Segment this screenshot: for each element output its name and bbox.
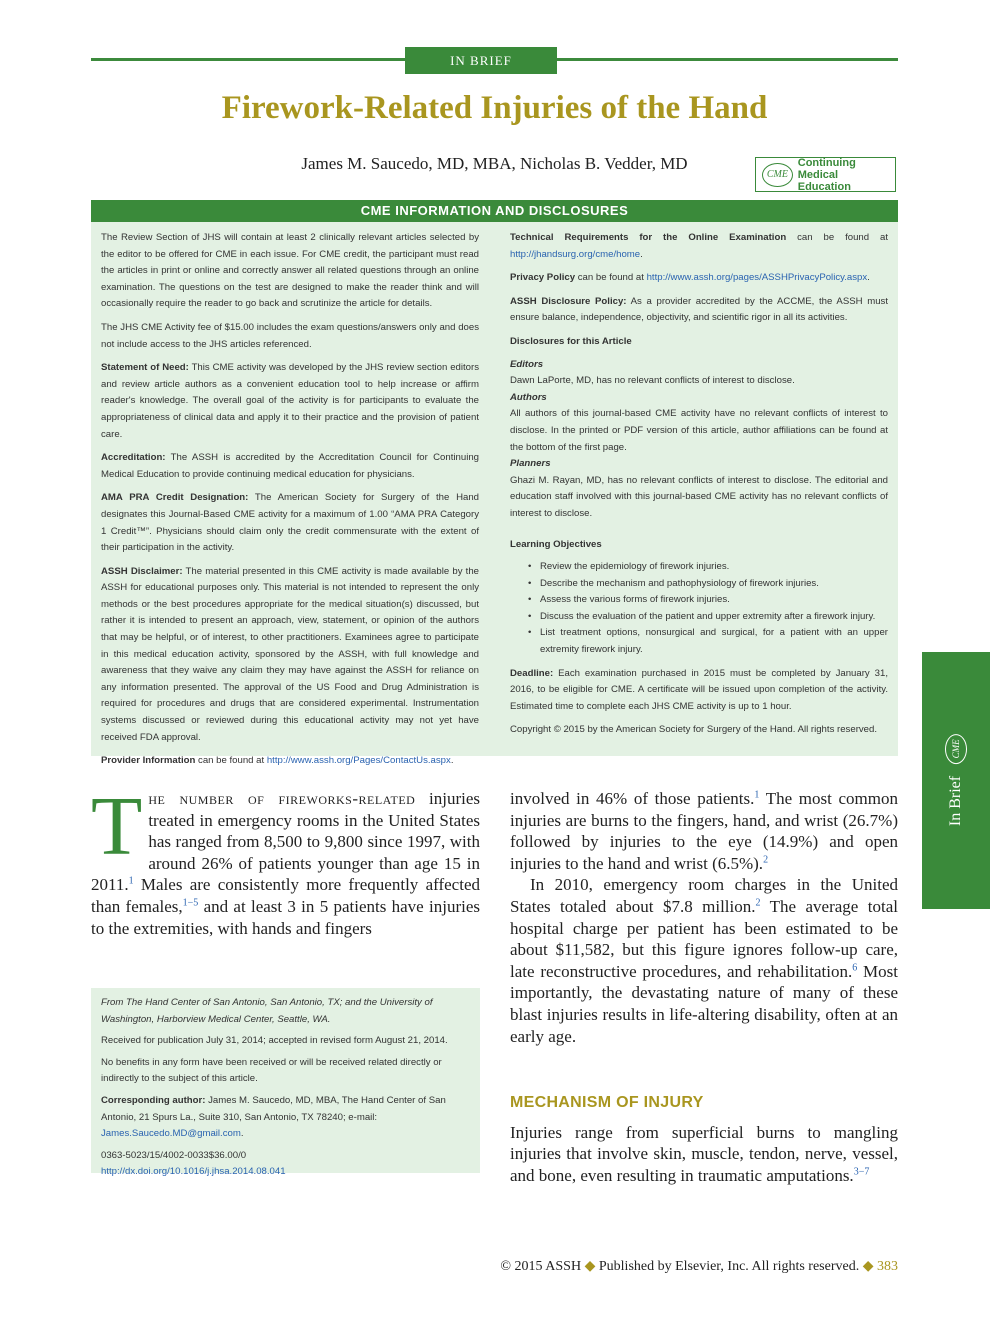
list-item: • Describe the mechanism and pathophysiology of firework injuries. — [540, 576, 888, 593]
cme-badge[interactable] — [755, 157, 896, 192]
authors-text: All authors of this journal-based CME activity have no relevant conflicts of interest to disclose. In the printed or PDF version of this article, author affiliations can be found at the bottom of the first page. — [510, 408, 888, 453]
editors-text: Dawn LaPorte, MD, has no relevant conflicts of interest to disclose. — [510, 375, 795, 387]
cme-badge-text — [798, 157, 895, 193]
doi-link[interactable]: http://dx.doi.org/10.1016/j.jhsa.2014.08.041 — [101, 1166, 286, 1178]
corresponding-author — [101, 1093, 470, 1143]
disclaimer-label: ASSH Disclaimer: — [101, 565, 183, 577]
list-item: • Discuss the evaluation of the patient and upper extremity after a firework injury. — [540, 609, 888, 626]
planners-text: Ghazi M. Rayan, MD, has no relevant conflicts of interest to disclose. The editorial and education staff involved with this journal-based CME activity has no relevant conflicts of interest to disclose. — [510, 474, 888, 519]
assh-disclosure-policy — [510, 294, 888, 327]
statement-of-need — [101, 360, 479, 443]
body-left-column — [91, 780, 480, 939]
deadline-text: Each examination purchased in 2015 must be completed by January 31, 2016, to be eligible for CME. A certificate will be issued upon completion of the activity. Estimated time to complete each JHS CME activity is up to 1 hour. — [510, 667, 888, 712]
corr-end: . — [240, 1128, 244, 1140]
affiliation-from: From The Hand Center of San Antonio, San Antonio, TX; and the University of Washington, Harborview Medical Center, Seattle, WA. — [101, 997, 433, 1025]
body-text: Most importantly, the devastating nature of many of these blast injuries results in life-altering disability, often at an early age. — [510, 961, 898, 1046]
objectives-list — [510, 559, 888, 659]
article-authors: James M. Saucedo, MD, MBA, Nicholas B. Vedder, MD — [301, 154, 688, 173]
doi-line — [101, 1164, 470, 1181]
body-para-3 — [510, 1122, 898, 1187]
cme-box-heading: CME INFORMATION AND DISCLOSURES — [91, 200, 898, 222]
disclosures-heading: Disclosures for this Article — [510, 335, 632, 347]
section-tab: IN BRIEF — [405, 47, 557, 74]
corr-label: Corresponding author: — [101, 1094, 206, 1106]
section-heading-mechanism: MECHANISM OF INJURY — [510, 1094, 704, 1112]
cme-left-column — [101, 230, 479, 777]
benefits-statement: No benefits in any form have been received or will be received related directly or indirectly to the subject of this article. — [101, 1056, 442, 1085]
citation-ref[interactable]: 2 — [763, 854, 769, 866]
body-text: involved in 46% of those patients. — [510, 789, 755, 808]
cme-right-column — [510, 230, 888, 746]
tech-requirements — [510, 230, 888, 263]
cme-para-1: The Review Section of JHS will contain at least 2 clinically relevant articles selected by the editor to be offered for CME in each issue. For CME credit, the participant must read the articles in print or online and correctly answer all related questions through an online examination. The questions on the test are designed to make the reader think and will occasionally require the reader to go back and scrutinize the article for details. — [101, 232, 479, 310]
need-text: This CME activity was developed by the JHS review section editors and review article authors as a convenient education tool to help increase or affirm reader's knowledge. The overall goal of the activity is for participants to evaluate the appropriateness of clinical data and apply it to their practice and the provision of patient care. — [101, 362, 479, 440]
objectives-heading: Learning Objectives — [510, 538, 602, 550]
provider-link[interactable]: http://www.assh.org/Pages/ContactUs.aspx — [266, 755, 451, 767]
tech-link[interactable]: http://jhandsurg.org/cme/home — [510, 248, 641, 260]
citation-ref[interactable]: 2 — [755, 897, 761, 909]
tech-end: . — [640, 248, 643, 260]
body-para-2 — [510, 874, 898, 1047]
body-para-1-cont — [510, 788, 898, 874]
body-text: The average total hospital charge per patient has been estimated to be about $11,582, but this figure ignores follow-up care, late reconstructive procedures, and rehabilitation. — [510, 896, 898, 981]
assh-disc-text: As a provider accredited by the ACCME, the ASSH must ensure balance, independence, objectivity, and scientific rigor in all its activities. — [510, 295, 889, 324]
article-title: Firework-Related Injuries of the Hand — [221, 90, 768, 126]
provider-end: . — [450, 755, 454, 767]
footer-separator-icon: ◆ — [584, 1259, 596, 1274]
body-text: In 2010, emergency room charges in the United States totaled about $7.8 million. — [510, 875, 898, 916]
side-section-tab[interactable] — [922, 652, 990, 909]
drop-cap: T — [91, 780, 143, 873]
accred-label: Accreditation: — [101, 452, 166, 464]
list-item: • List treatment options, nonsurgical and surgical, for a patient with an upper extremity firework injury. — [540, 625, 888, 658]
body-text: injuries treated in emergency rooms in the United States has ranged from 8,500 to 9,800 since 1997, with around 26% of patients younger than age 15 in 2011. — [91, 789, 480, 895]
assh-disclaimer — [101, 564, 479, 747]
accred-text: The ASSH is accredited by the Accreditation Council for Continuing Medical Education to provide continuing medical education for physicians. — [101, 452, 479, 480]
list-item: • Assess the various forms of firework injuries. — [540, 592, 888, 609]
received-dates: Received for publication July 31, 2014; accepted in revised form August 21, 2014. — [101, 1035, 448, 1047]
cme-info-box — [91, 200, 898, 767]
citation-ref[interactable]: 6 — [852, 962, 858, 974]
privacy-label: Privacy Policy — [510, 272, 576, 284]
small-caps-lead: he number of fireworks-related — [148, 789, 416, 808]
privacy-end: . — [867, 272, 870, 284]
page-footer — [500, 1258, 898, 1275]
accreditation — [101, 450, 479, 483]
ama-credit — [101, 490, 479, 556]
cme-para-2: The JHS CME Activity fee of $15.00 includes the exam questions/answers only and does not include access to the JHS articles referenced. — [101, 321, 479, 350]
corr-text: James M. Saucedo, MD, MBA, The Hand Center of San Antonio, 21 Spurs La., Suite 310, San Antonio, TX 78240; e-mail: — [101, 1094, 446, 1123]
assh-disc-label: ASSH Disclosure Policy: — [510, 295, 627, 307]
ama-label: AMA PRA Credit Designation: — [101, 492, 249, 504]
planners-label: Planners — [510, 458, 551, 470]
page-number: 383 — [877, 1259, 898, 1274]
body-text: Injuries range from superficial burns to mangling injuries that involve skin, muscle, tendon, nerve, vessel, and bone, even resulting in traumatic amputations. — [510, 1122, 898, 1185]
body-para-1 — [91, 780, 480, 939]
need-label: Statement of Need: — [101, 362, 189, 374]
editors-label: Editors — [510, 358, 544, 370]
corr-email-link[interactable]: James.Saucedo.MD@gmail.com — [101, 1128, 241, 1140]
authors-label: Authors — [510, 391, 547, 403]
citation-ref[interactable]: 1−5 — [182, 897, 199, 909]
cme-logo-icon: CME — [945, 734, 967, 764]
citation-ref[interactable]: 1 — [754, 789, 760, 801]
side-tab-label: In Brief — [947, 775, 964, 827]
body-text: Males are consistently more frequently affected than females, — [91, 875, 480, 916]
body-text: The most common injuries are burns to the fingers, hand, and wrist (26.7%) followed by injuries to the eye (14.9%) and open injuries to the hand and wrist (6.5%). — [510, 789, 898, 873]
cme-copyright: Copyright © 2015 by the American Society for Surgery of the Hand. All rights reserved. — [510, 724, 878, 736]
body-right-column — [510, 788, 898, 1187]
cme-badge-line1: Continuing Medical — [797, 156, 856, 181]
ama-text: The American Society for Surgery of the Hand designates this Journal-Based CME activity for a maximum of 1.00 “AMA PRA Category 1 Credit™”. Physicians should claim only the credit commensurate with the extent of their participation in the activity. — [101, 492, 480, 554]
deadline — [510, 666, 888, 716]
provider-text: can be found at — [195, 755, 267, 767]
disclaimer-text: The material presented in this CME activity is made available by the ASSH for educational purposes only. This material is not intended to represent the only methods or the best procedures appropriate for the medical situation(s) discussed, but rather it is intended to present an approach, view, statement, or opinion of the authors that may be helpful, or of interest, to other practitioners. Examinees agree to participate in this medical education activity, sponsored by the ASSH, with full knowledge and awareness that they waive any claim they may have against the ASSH for reliance on any information presented. The approval of the US Food and Drug Administration is required for procedures and drugs that are considered experimental. Instrumentation systems discussed or reviewed during this educational activity may not yet have received FDA approval. — [101, 565, 479, 743]
body-text: and at least 3 in 5 patients have injuries to the extremities, with hands and fingers — [91, 896, 480, 938]
deadline-label: Deadline: — [510, 667, 554, 679]
tech-label: Technical Requirements for the Online Examination — [510, 232, 787, 243]
footer-publisher: Published by Elsevier, Inc. All rights reserved. — [598, 1259, 860, 1274]
issn: 0363-5023/15/4002-0033$36.00/0 — [101, 1149, 247, 1161]
cme-logo-icon: CME — [762, 163, 793, 187]
list-item: • Review the epidemiology of firework injuries. — [540, 559, 888, 576]
tech-text: can be found at — [786, 232, 889, 243]
side-tab-content — [945, 734, 967, 826]
provider-info — [101, 753, 479, 770]
cme-badge-line2: Education — [797, 180, 851, 193]
privacy-policy — [510, 270, 888, 287]
provider-label: Provider Information — [101, 755, 196, 767]
privacy-link[interactable]: http://www.assh.org/pages/ASSHPrivacyPolicy.aspx — [646, 272, 868, 284]
citation-ref[interactable]: 1 — [128, 875, 134, 887]
footer-separator-icon: ◆ — [862, 1259, 874, 1274]
footer-copyright: © 2015 ASSH — [500, 1259, 582, 1274]
privacy-text: can be found at — [575, 272, 647, 284]
affiliation-box — [91, 988, 480, 1178]
citation-ref[interactable]: 3−7 — [853, 1166, 870, 1178]
